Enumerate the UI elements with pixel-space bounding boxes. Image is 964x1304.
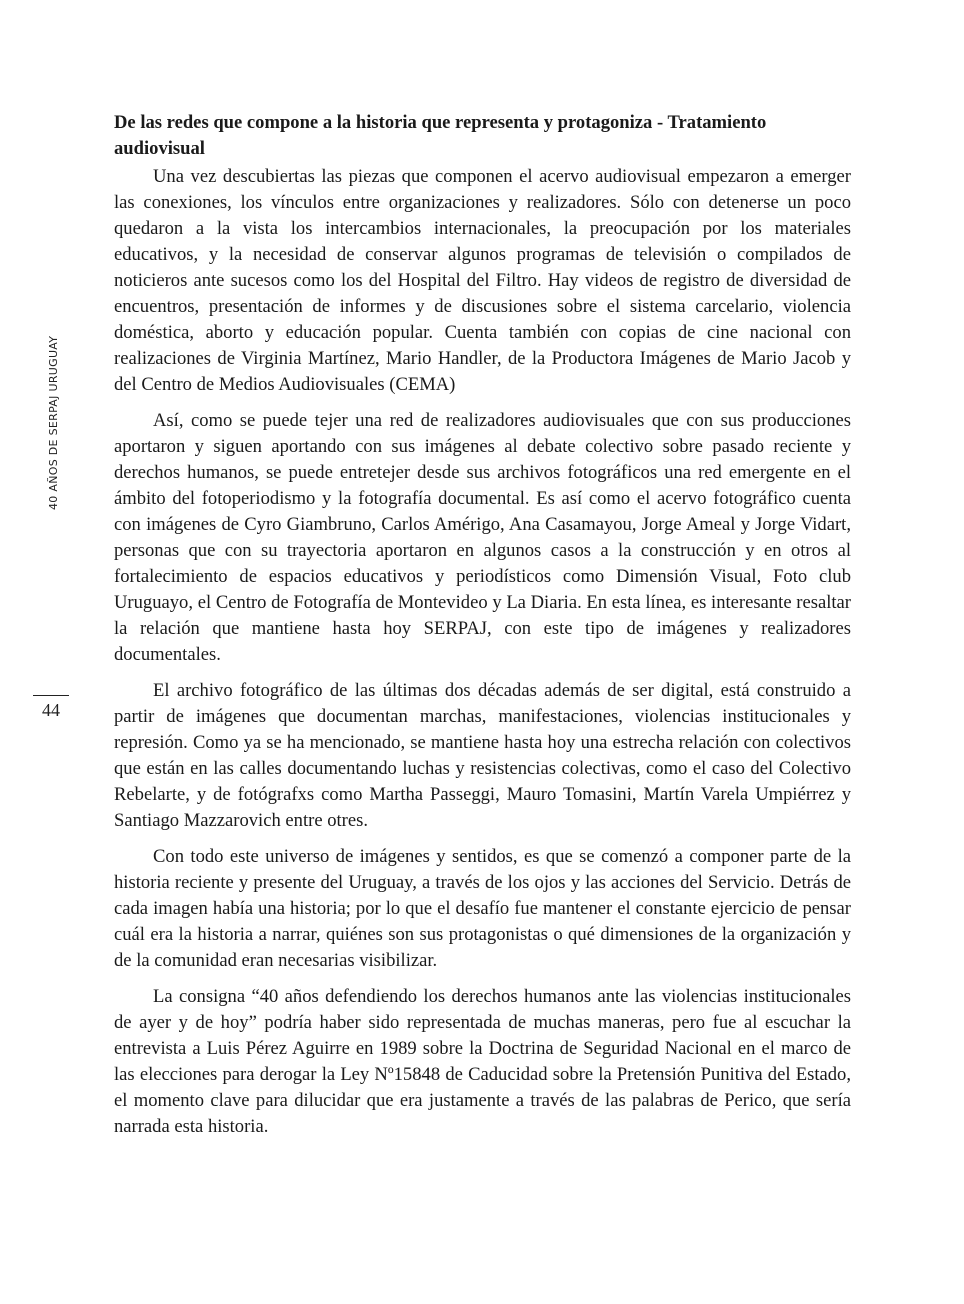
paragraph-4: Con todo este universo de imágenes y sentidos, es que se comenzó a componer parte de la historia reciente y presente del Uruguay, a través de los ojos y las acciones del Servicio. Detrás de cada imagen había una historia; por lo que el desafío fue mantener el constante ejercicio de pensar cuál era la historia a narrar, quiénes son sus protagonistas o qué dimensiones de la organización y de la comunidad eran necesarias visibilizar. bbox=[114, 846, 851, 971]
page-number-rule bbox=[33, 695, 69, 696]
paragraph-1: Una vez descubiertas las piezas que componen el acervo audiovisual empezaron a emerger las conexiones, los vínculos entre organizaciones y realizadores. Sólo con detenerse un poco quedaron a la vista los intercambios internacionales, la preocupación por los materiales educativos, y la necesidad de conservar algunos programas de televisión o compilados de noticieros ante sucesos como los del Hospital del Filtro. Hay videos de registro de diversidad de encuentros, presentación de informes y de discusiones sobre el sistema carcelario, violencia doméstica, aborto y educación popular. Cuenta también con copias de cine nacional con realizaciones de Virginia Martínez, Mario Handler, de la Productora Imágenes de Mario Jacob y del Centro de Medios Audiovisuales (CEMA) bbox=[114, 166, 851, 395]
section-heading: De las redes que compone a la historia que representa y protagoniza - Tratamiento audiovisual bbox=[114, 112, 767, 159]
running-header-text: 40 AÑOS DE SERPAJ URUGUAY bbox=[47, 335, 60, 510]
page-number: 44 bbox=[42, 700, 60, 720]
paragraph-3: El archivo fotográfico de las últimas dos décadas además de ser digital, está construido a partir de imágenes que documentan marchas, manifestaciones, violencias institucionales y represión. Como ya se ha mencionado, se mantiene hasta hoy una estrecha relación con colectivos que están en las calles documentando luchas y resistencias colectivas, como el caso del Colectivo Rebelarte, y de fotógrafxs como Martha Passeggi, Mauro Tomasini, Martín Varela Umpiérrez y Santiago Mazzarovich entre otres. bbox=[114, 680, 851, 831]
body-text bbox=[114, 110, 851, 1150]
paragraph-2: Así, como se puede tejer una red de realizadores audiovisuales que con sus producciones aportaron y siguen aportando con sus imágenes al debate colectivo sobre pasado reciente y derechos humanos, se puede entretejer desde sus archivos fotográficos una red emergente en el ámbito del fotoperiodismo y la fotografía documental. Es así como el acervo fotográfico cuenta con imágenes de Cyro Giambruno, Carlos Amérigo, Ana Casamayou, Jorge Ameal y Jorge Vidart, personas que con su trayectoria aportaron en algunos casos a la construcción y en otros al fortalecimiento de espacios educativos y periodísticos como Dimensión Visual, Foto club Uruguayo, el Centro de Fotografía de Montevideo y La Diaria. En esta línea, es interesante resaltar la relación que mantiene hasta hoy SERPAJ, con este tipo de imágenes y realizadores documentales. bbox=[114, 410, 851, 665]
paragraph-5: La consigna “40 años defendiendo los derechos humanos ante las violencias institucionales de ayer y de hoy” podría haber sido representada de muchas maneras, pero fue al escuchar la entrevista a Luis Pérez Aguirre en 1989 sobre la Doctrina de Seguridad Nacional en el marco de las elecciones para derogar la Ley Nº15848 de Caducidad sobre la Pretensión Punitiva del Estado, el momento clave para dilucidar que era justamente a través de las palabras de Perico, que sería narrada esta historia. bbox=[114, 986, 851, 1137]
